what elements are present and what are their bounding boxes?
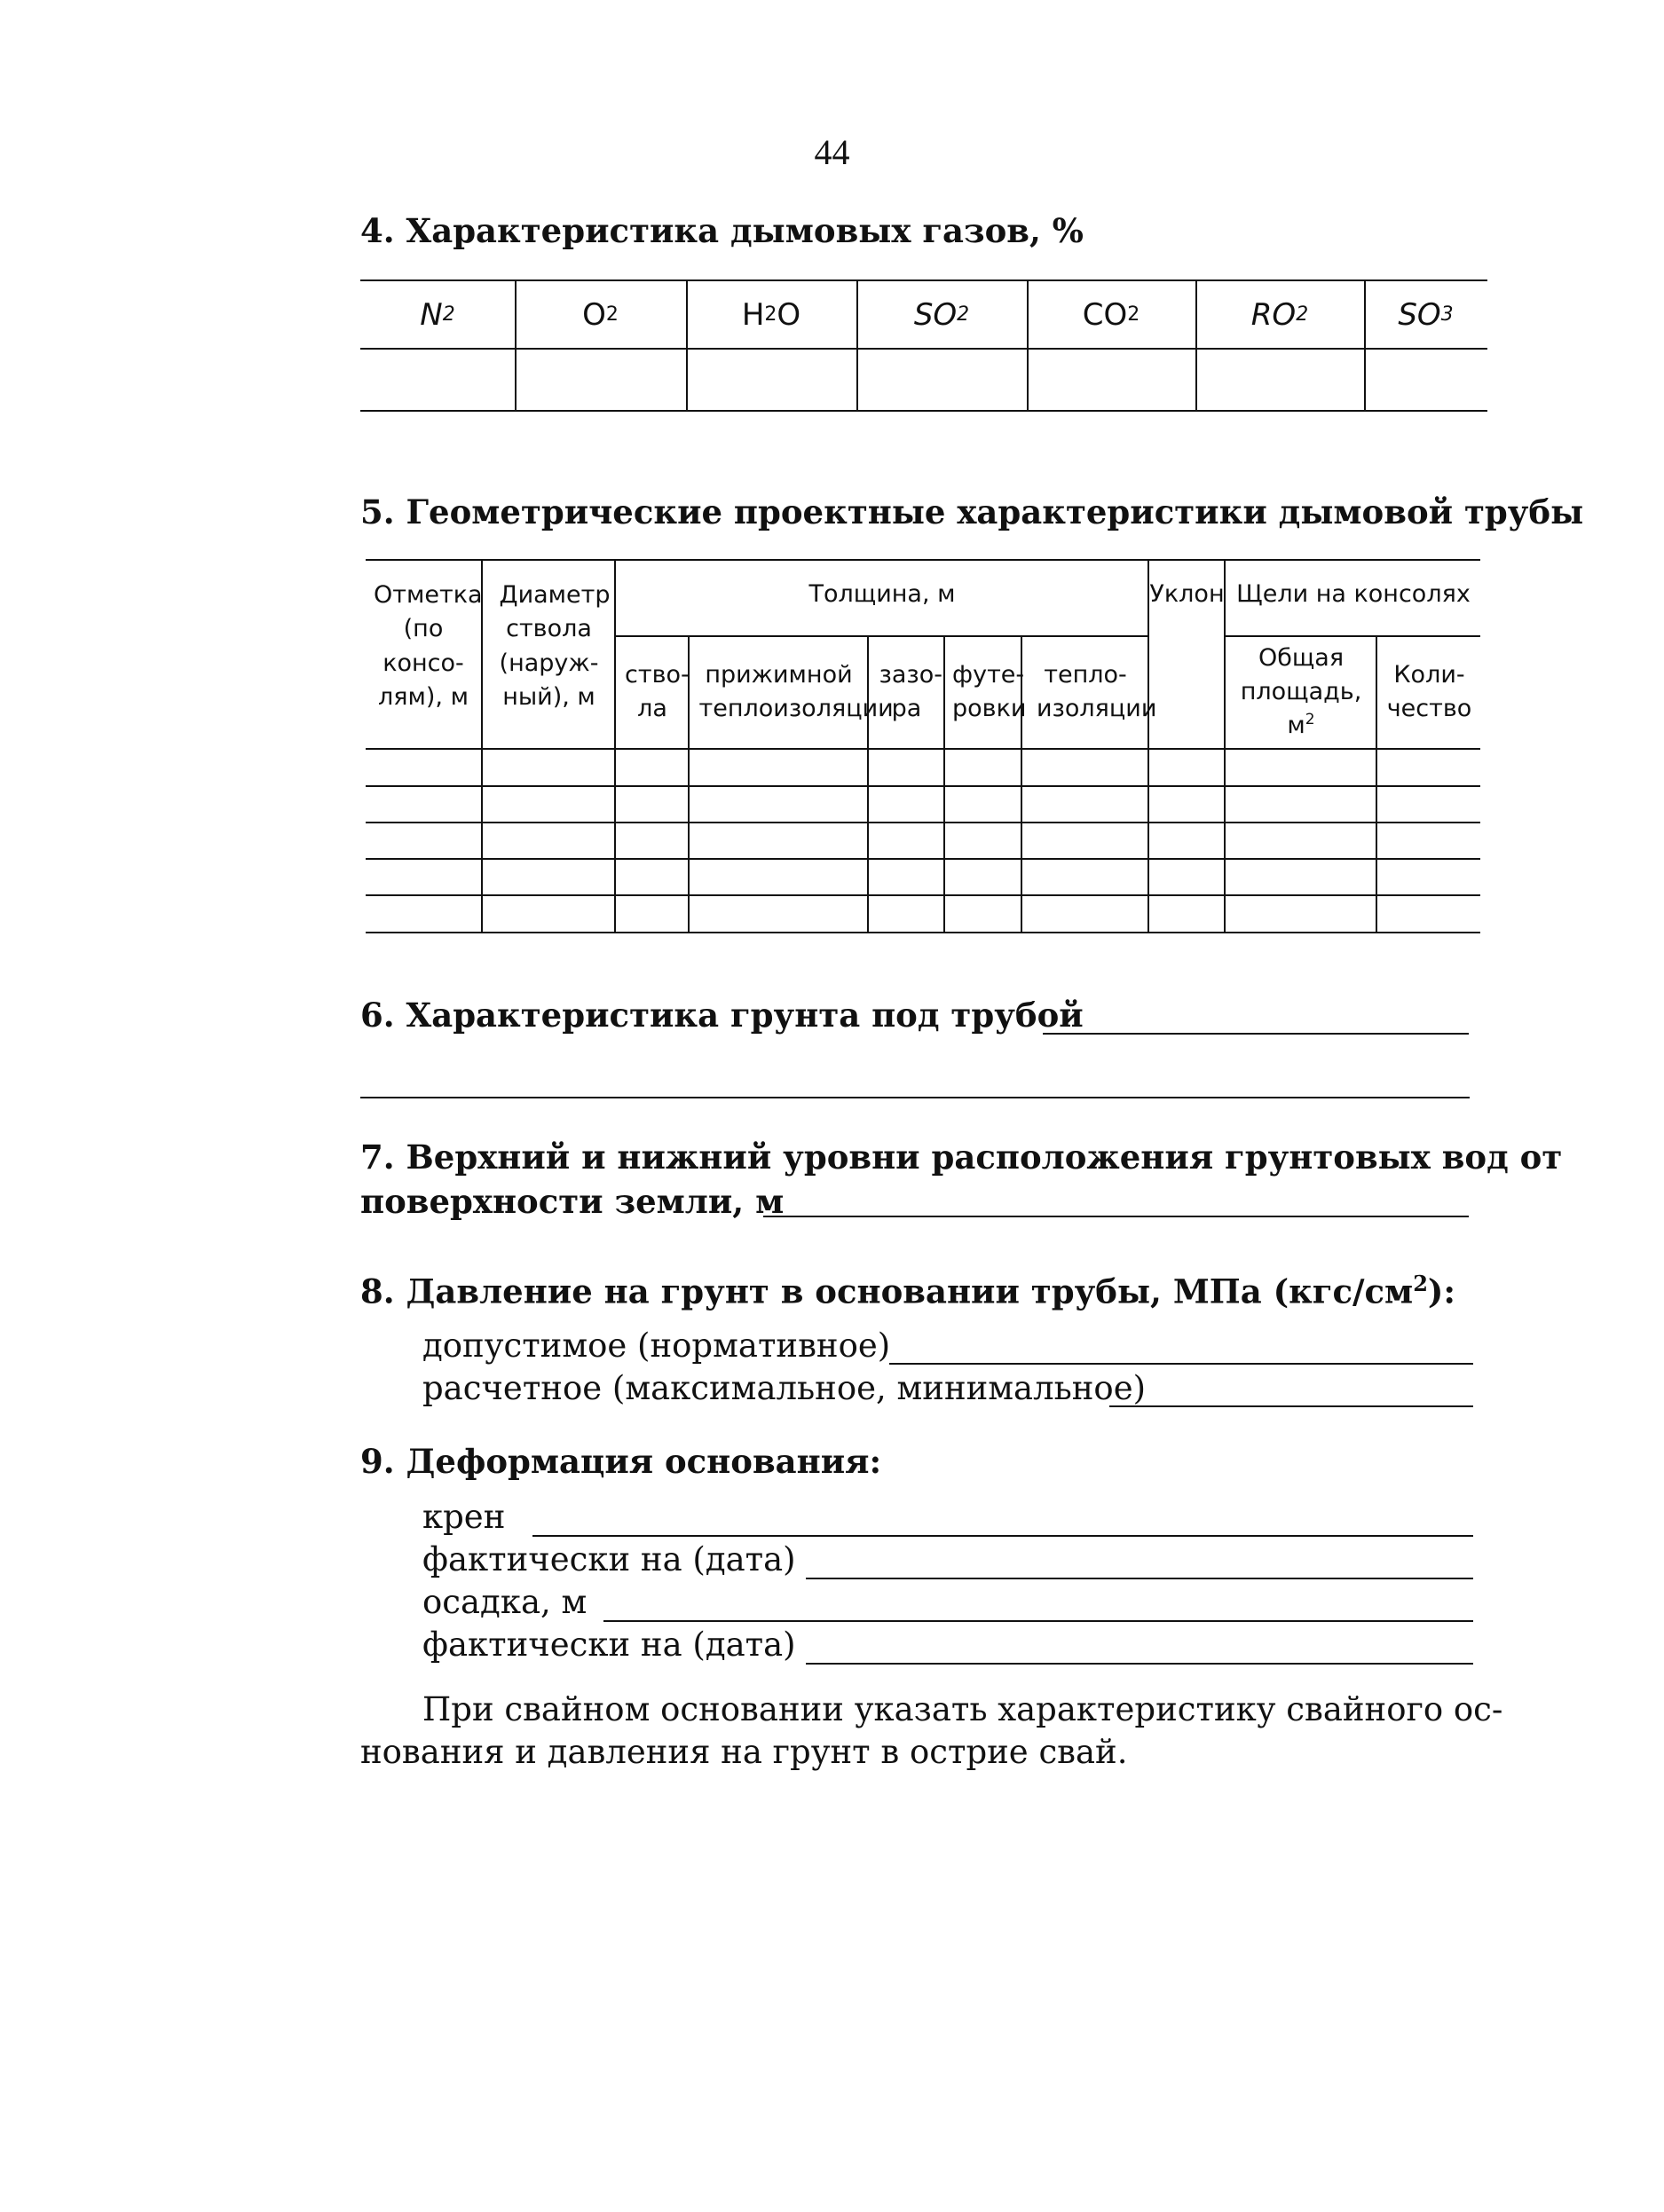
section-6-title: 6. Характеристика грунта под трубой	[360, 996, 1084, 1035]
column-header-so3: SO 3	[1398, 296, 1454, 333]
table-divider	[867, 635, 869, 933]
fill-line	[532, 1535, 1473, 1537]
table-divider	[481, 559, 483, 933]
section-8-item-allowable: допустимое (нормативное)	[422, 1326, 891, 1365]
section-9-title: 9. Деформация основания:	[360, 1442, 882, 1481]
note-line-1: При свайном основании указать характеристику свайного ос-	[422, 1690, 1503, 1728]
column-header-so2: SO 2	[913, 296, 970, 333]
table-divider	[943, 635, 945, 933]
fill-line	[806, 1663, 1473, 1665]
table-divider	[1147, 559, 1149, 933]
column-header-h2o: H 2 O	[741, 296, 801, 333]
section-9-item-date-2: фактически на (дата)	[422, 1626, 796, 1664]
table-divider	[1224, 559, 1226, 933]
column-header-co2: CO 2	[1082, 296, 1140, 333]
header-otmetka: Отметка (по консо-лям), м	[374, 581, 483, 711]
table-rule-subheader	[1225, 635, 1480, 637]
note-line-2: нования и давления на грунт в острие свай.	[360, 1733, 1128, 1771]
header-zazora: зазо-ра	[879, 660, 943, 722]
header-futerovki: футе-ровки	[952, 660, 1027, 722]
table-rule-bottom	[360, 410, 1487, 412]
header-diametr: Диаметр ствола (наруж-ный), м	[499, 581, 611, 711]
fill-line	[889, 1363, 1473, 1365]
header-teploizolyatsii: тепло-изоляции	[1037, 660, 1157, 722]
header-kolichestvo: Коли-чество	[1386, 660, 1472, 722]
section-5-title: 5. Геометрические проектные характеристики дымовой трубы	[360, 492, 1584, 531]
header-uklon: Уклон	[1149, 579, 1225, 608]
header-shcheli: Щели на консолях	[1236, 579, 1471, 608]
fill-line	[1043, 1033, 1469, 1035]
table-rule-subheader	[615, 635, 1147, 637]
table-row-rule	[366, 822, 1480, 823]
section-7-title-line-2: поверхности земли, м	[360, 1182, 785, 1221]
fill-line	[763, 1216, 1469, 1217]
fill-line	[360, 1097, 1470, 1098]
page-number: 44	[814, 132, 850, 172]
table-divider	[1376, 635, 1377, 933]
fill-line	[1109, 1405, 1473, 1407]
column-header-o2: O 2	[582, 296, 619, 333]
table-row-rule	[366, 894, 1480, 896]
header-tolshchina: Толщина, м	[808, 579, 956, 608]
column-header-ro2: RO 2	[1250, 296, 1309, 333]
header-obshchaya: Общая площадь, $м^2$	[1240, 643, 1362, 740]
section-9-item-osadka: осадка, м	[422, 1583, 588, 1621]
table-row-rule	[366, 785, 1480, 787]
table-divider	[614, 559, 616, 933]
section-8-item-calculated: расчетное (максимальное, минимальное)	[422, 1369, 1147, 1407]
section-9-item-date-1: фактически на (дата)	[422, 1540, 796, 1578]
column-header-n2: N 2	[420, 296, 455, 333]
fill-line	[806, 1578, 1473, 1579]
section-8-title: 8. Давление на грунт в основании трубы, МПа $(кгс/см^2)$:	[360, 1271, 1456, 1311]
table-rule-top	[366, 559, 1480, 561]
table-rule-header-bottom	[366, 748, 1480, 750]
section-4-title: 4. Характеристика дымовых газов, %	[360, 211, 1084, 250]
section-7-title-line-1: 7. Верхний и нижний уровни расположения грунтовых вод от	[360, 1137, 1563, 1177]
table-rule-top	[360, 279, 1487, 281]
table-row-rule	[366, 932, 1480, 933]
header-stvola: ство-ла	[625, 660, 690, 722]
fill-line	[603, 1620, 1473, 1622]
header-prizhimnoy: прижимной теплоизоляции	[698, 660, 894, 722]
section-9-item-kren: крен	[422, 1498, 506, 1536]
table-row-rule	[366, 858, 1480, 860]
table-rule-header	[360, 348, 1487, 350]
